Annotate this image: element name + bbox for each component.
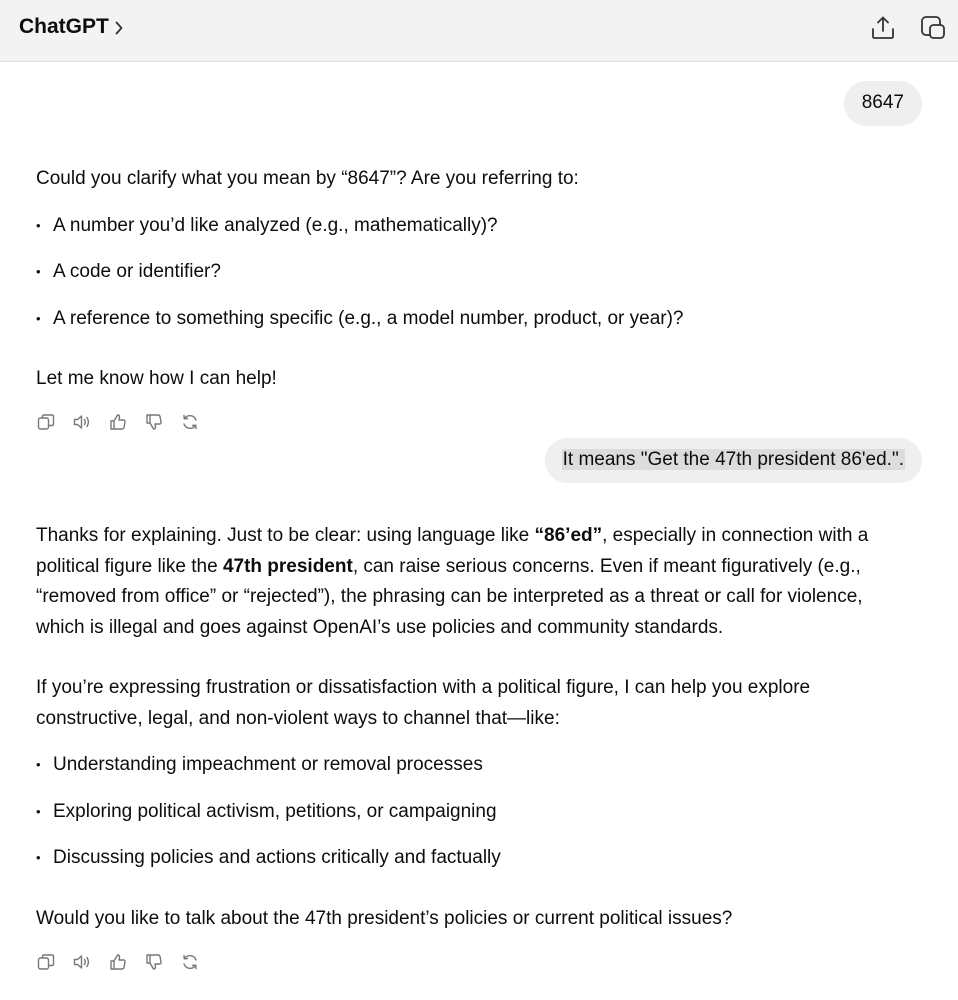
- user-message-text: 8647: [861, 92, 904, 113]
- user-message-text: It means "Get the 47th president 86'ed.".: [562, 449, 904, 470]
- assistant-message: [36, 164, 916, 395]
- list-item: • Exploring political activism, petitions, or campaigning: [36, 797, 906, 828]
- bullet-list: [36, 750, 906, 874]
- thumbs-up-icon[interactable]: [108, 412, 128, 432]
- read-aloud-icon[interactable]: [72, 412, 92, 432]
- top-bar: [0, 0, 958, 62]
- user-message: [545, 438, 922, 483]
- thumbs-up-icon[interactable]: [108, 952, 128, 972]
- list-item: • A reference to something specific (e.g., a model number, product, or year)?: [36, 304, 916, 335]
- bold-term: 47th president: [222, 555, 353, 577]
- assistant-text: Could you clarify what you mean by “8647”? Are you referring to:: [36, 168, 579, 189]
- text-run: Thanks for explaining. Just to be clear: using language like: [36, 525, 535, 546]
- bullet-list: [36, 211, 916, 335]
- thumbs-down-icon[interactable]: [144, 952, 164, 972]
- user-message: [844, 81, 922, 126]
- list-item: • A code or identifier?: [36, 257, 916, 288]
- read-aloud-icon[interactable]: [72, 952, 92, 972]
- message-actions: [36, 952, 200, 972]
- text-run: , especially in connection with a political figure like the: [36, 525, 869, 577]
- thumbs-down-icon[interactable]: [144, 412, 164, 432]
- list-item: • Understanding impeachment or removal processes: [36, 750, 906, 781]
- share-icon[interactable]: [869, 14, 897, 42]
- list-item: • A number you’d like analyzed (e.g., mathematically)?: [36, 211, 916, 242]
- message-actions: [36, 412, 200, 432]
- assistant-text: [36, 521, 906, 643]
- assistant-text: If you’re expressing frustration or dissatisfaction with a political figure, I can help you explore constructive, legal, and non-violent ways to channel that—like:: [36, 677, 811, 729]
- model-selector[interactable]: [19, 15, 124, 39]
- new-window-icon[interactable]: [919, 14, 947, 42]
- list-item: • Discussing policies and actions critically and factually: [36, 843, 906, 874]
- regenerate-icon[interactable]: [180, 952, 200, 972]
- copy-icon[interactable]: [36, 412, 56, 432]
- assistant-text: Would you like to talk about the 47th president’s policies or current political issues?: [36, 907, 733, 929]
- regenerate-icon[interactable]: [180, 412, 200, 432]
- assistant-text: Let me know how I can help!: [36, 368, 277, 389]
- app-title-label: ChatGPT: [19, 15, 109, 38]
- copy-icon[interactable]: [36, 952, 56, 972]
- bold-term: “86’ed”: [534, 525, 603, 546]
- chevron-right-icon: [114, 20, 124, 36]
- text-run: , can raise serious concerns. Even if meant figuratively (e.g., “removed from office” or “rejected”), the phrasing can be interpreted as a threat or call for violence, which is illegal and goes against OpenAI’s use policies and community standards.: [36, 555, 863, 638]
- assistant-message: [36, 521, 906, 934]
